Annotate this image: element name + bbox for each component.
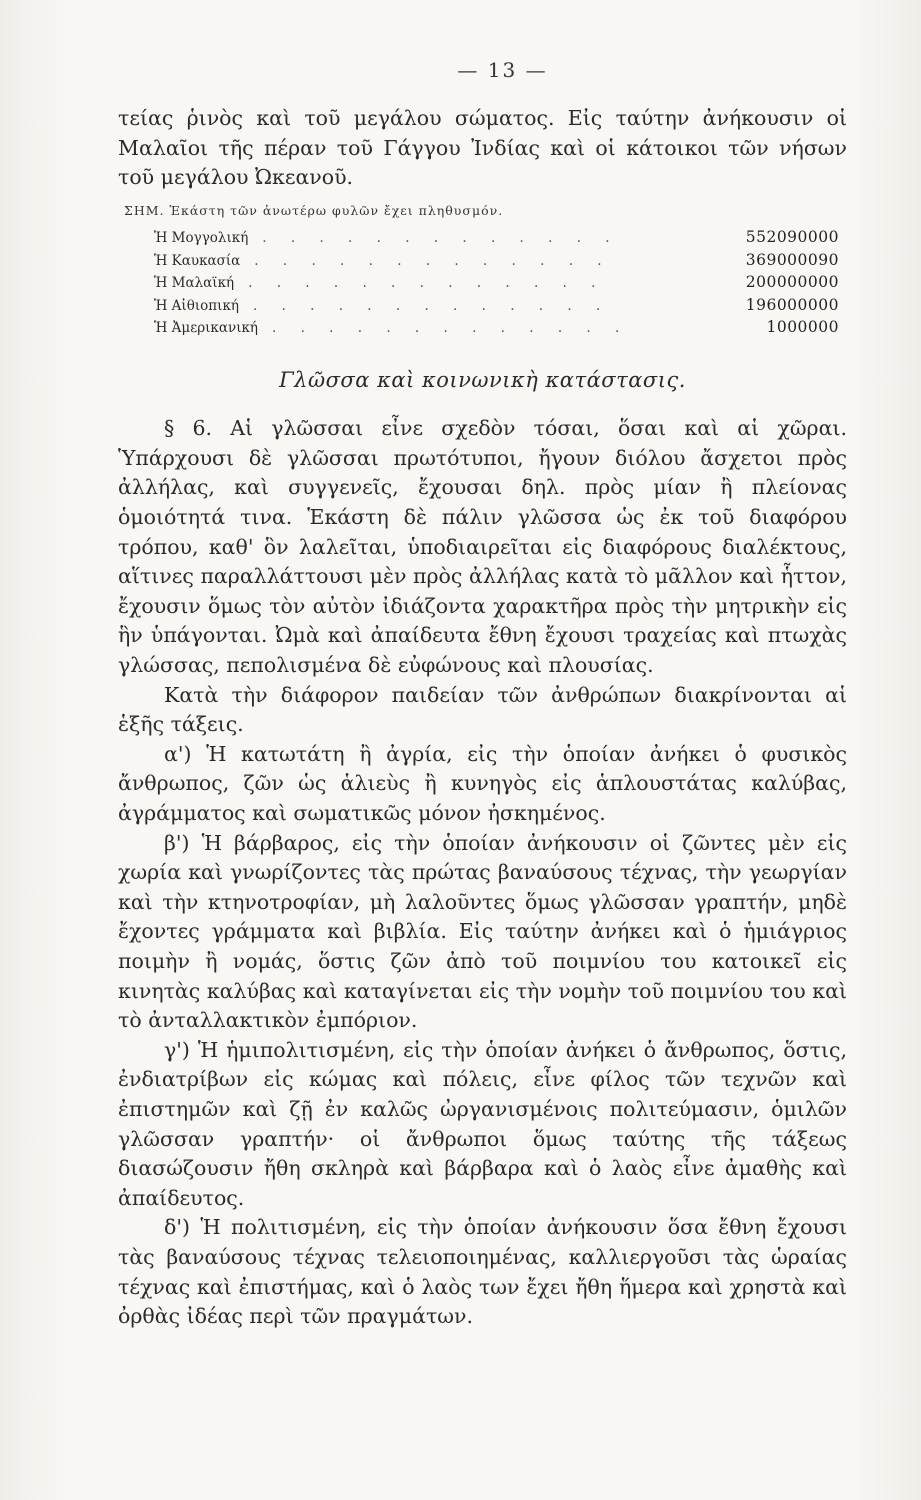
classes-intro: Κατὰ τὴν διάφορον παιδείαν τῶν ἀνθρώπων διακρίνονται αἱ ἑξῆς τάξεις. — [118, 682, 847, 737]
population-value: 1000000 — [766, 318, 839, 337]
leader-dots: . . . . . . . . . . . . . — [254, 252, 612, 269]
section-title: Γλῶσσα καὶ κοινωνικὴ κατάστασις. — [279, 368, 686, 393]
class-item: β') Ἡ βάρβαρος, εἰς τὴν ὁποίαν ἀνήκουσιν οἱ ζῶντες μὲν εἰς χωρία καὶ γνωρίζοντες τὰς πρώτας βαναύσους τέχνας, τὴν γεωργίαν καὶ τὴν κτηνοτροφίαν, μὴ λαλοῦντες ὅμως γλῶσσαν γραπτήν, μηδὲ ἔχοντες γράμματα καὶ βιβλία. Εἰς ταύτην ἀνήκει καὶ ὁ ἡμιάγριος ποιμὴν ἢ νομάς, ὅστις ζῶν ἀπὸ τοῦ ποιμνίου του κατοικεῖ εἰς κινητὰς καλύβας καὶ καταγίνεται εἰς τὴν νομὴν τοῦ ποιμνίου του καὶ τὸ ἀνταλλακτικὸν ἐμπόριον. — [118, 830, 847, 1033]
table-row — [154, 248, 839, 271]
leader-dots: . . . . . . . . . . . . . — [262, 230, 620, 247]
population-note: ΣΗΜ. Ἑκάστη τῶν ἀνωτέρω φυλῶν ἔχει πληθυσμόν. — [124, 202, 504, 218]
class-item: α') Ἡ κατωτάτη ἢ ἀγρία, εἰς τὴν ὁποίαν ἀνήκει ὁ φυσικὸς ἄνθρωπος, ζῶν ὡς ἁλιεὺς ἢ κυνηγὸς εἰς ἁπλουστάτας καλύβας, ἀγράμματος καὶ σωματικῶς μόνον ἠσκημένος. — [118, 741, 847, 825]
table-row — [154, 293, 839, 316]
table-row — [154, 271, 839, 294]
population-value: 200000000 — [745, 273, 839, 292]
opening-paragraph: τείας ῥινὸς καὶ τοῦ μεγάλου σώματος. Εἰς ταύτην ἀνήκουσιν οἱ Μαλαῖοι τῆς πέραν τοῦ Γάγγου Ἰνδίας καὶ οἱ κάτοικοι τῶν νήσων τοῦ μεγάλου Ὠκεανοῦ. — [118, 106, 847, 190]
population-value: 369000090 — [745, 250, 839, 269]
race-label: Ἡ Καυκασία — [154, 252, 241, 269]
race-label: Ἡ Ἀμερικανική — [154, 320, 259, 337]
race-label: Ἡ Μαλαϊκή — [154, 275, 235, 292]
table-row — [154, 316, 839, 339]
paragraph-6: § 6. Αἱ γλῶσσαι εἶνε σχεδὸν τόσαι, ὅσαι καὶ αἱ χῶραι. Ὑπάρχουσι δὲ γλῶσσαι πρωτότυποι, ἤγουν διόλου ἄσχετοι πρὸς ἀλλήλας, καὶ συγγενεῖς, ἔχουσαι δηλ. πρὸς μίαν ἢ πλείονας ὁμοιότητά τινα. Ἑκάστη δὲ πάλιν γλῶσσα ὡς ἐκ τοῦ διαφόρου τρόπου, καθ' ὃν λαλεῖται, ὑποδιαιρεῖται εἰς διαφόρους διαλέκτους, αἵτινες παραλλάττουσι μὲν πρὸς ἀλλήλας κατὰ τὸ μᾶλλον καὶ ἧττον, ἔχουσιν ὅμως τὸν αὐτὸν ἰδιάζοντα χαρακτῆρα πρὸς τὴν μητρικὴν εἰς ἣν ὑπάγονται. Ὠμὰ καὶ ἀπαίδευτα ἔθνη ἔχουσι τραχείας καὶ πτωχὰς γλώσσας, πεπολισμένα δὲ εὐφώνους καὶ πλουσίας. — [118, 416, 847, 678]
leader-dots: . . . . . . . . . . . . . — [272, 320, 630, 337]
page-number: — 13 — — [457, 58, 548, 82]
population-value: 552090000 — [745, 228, 839, 247]
race-label: Ἡ Μογγολική — [154, 230, 249, 247]
class-item: δ') Ἡ πολιτισμένη, εἰς τὴν ὁποίαν ἀνήκουσιν ὅσα ἔθνη ἔχουσι τὰς βαναύσους τέχνας τελειοποιημένας, καλλιεργοῦσι τὰς ὡραίας τέχνας καὶ ἐπιστήμας, καὶ ὁ λαὸς των ἔχει ἤθη ἥμερα καὶ χρηστὰ καὶ ὀρθὰς ἰδέας περὶ τῶν πραγμάτων. — [118, 1215, 847, 1329]
leader-dots: . . . . . . . . . . . . . — [248, 275, 606, 292]
population-value: 196000000 — [745, 295, 839, 314]
leader-dots: . . . . . . . . . . . . . — [252, 297, 611, 314]
race-label: Ἡ Αἰθιοπική — [154, 297, 239, 314]
table-row — [154, 226, 839, 249]
population-table — [154, 226, 839, 339]
class-item: γ') Ἡ ἡμιπολιτισμένη, εἰς τὴν ὁποίαν ἀνήκει ὁ ἄνθρωπος, ὅστις, ἐνδιατρίβων εἰς κώμας καὶ πόλεις, εἶνε φίλος τῶν τεχνῶν καὶ ἐπιστημῶν καὶ ζῇ ἐν καλῶς ὠργανισμένοις πολιτεύμασιν, ὁμιλῶν γλῶσσαν γραπτήν· οἱ ἄνθρωποι ὅμως ταύτης τῆς τάξεως διασώζουσιν ἤθη σκληρὰ καὶ βάρβαρα καὶ ὁ λαὸς εἶνε ἀμαθὴς καὶ ἀπαίδευτος. — [118, 1037, 847, 1210]
